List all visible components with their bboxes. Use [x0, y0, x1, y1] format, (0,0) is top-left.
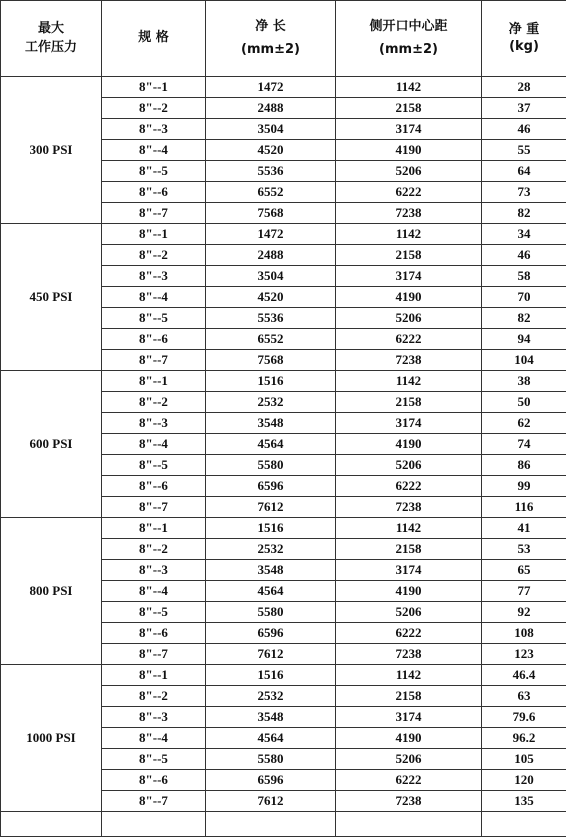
center-distance-cell: 5206 [336, 161, 482, 182]
header-center-line1: 侧开口中心距 [336, 20, 481, 34]
length-cell: 2488 [206, 245, 336, 266]
spec-cell: 8"--2 [102, 98, 206, 119]
table-row [1, 665, 566, 686]
header-pressure-line1: 最大 [1, 22, 101, 36]
spec-cell: 8"--4 [102, 434, 206, 455]
weight-cell: 77 [482, 581, 566, 602]
spec-cell: 8"--1 [102, 224, 206, 245]
header-weight-line1: 净 重 [482, 23, 566, 37]
length-cell: 7612 [206, 791, 336, 812]
spec-cell: 8"--2 [102, 539, 206, 560]
length-cell: 3548 [206, 413, 336, 434]
length-cell: 6596 [206, 476, 336, 497]
length-cell: 6552 [206, 329, 336, 350]
center-distance-cell: 2158 [336, 98, 482, 119]
center-distance-cell: 4190 [336, 728, 482, 749]
weight-cell: 38 [482, 371, 566, 392]
weight-cell: 94 [482, 329, 566, 350]
header-weight-unit: (kg) [482, 40, 566, 54]
spec-cell: 8"--6 [102, 476, 206, 497]
center-distance-cell: 5206 [336, 749, 482, 770]
center-distance-cell: 3174 [336, 413, 482, 434]
weight-cell: 50 [482, 392, 566, 413]
length-cell: 1472 [206, 77, 336, 98]
weight-cell: 46 [482, 119, 566, 140]
center-distance-cell: 4190 [336, 434, 482, 455]
length-cell: 7612 [206, 644, 336, 665]
weight-cell: 62 [482, 413, 566, 434]
center-distance-cell: 2158 [336, 245, 482, 266]
length-cell: 1472 [206, 224, 336, 245]
spec-cell: 8"--3 [102, 413, 206, 434]
length-cell: 2488 [206, 98, 336, 119]
spec-cell: 8"--7 [102, 497, 206, 518]
spec-cell: 8"--7 [102, 791, 206, 812]
weight-cell: 34 [482, 224, 566, 245]
spec-cell: 8"--5 [102, 602, 206, 623]
center-distance-cell: 5206 [336, 602, 482, 623]
spec-cell: 8"--1 [102, 518, 206, 539]
weight-cell: 108 [482, 623, 566, 644]
center-distance-cell: 4190 [336, 140, 482, 161]
center-distance-cell: 5206 [336, 308, 482, 329]
spec-cell: 8"--4 [102, 140, 206, 161]
length-cell: 3548 [206, 560, 336, 581]
weight-cell: 58 [482, 266, 566, 287]
spec-cell: 8"--6 [102, 623, 206, 644]
spec-cell: 8"--3 [102, 560, 206, 581]
weight-cell: 105 [482, 749, 566, 770]
weight-cell: 82 [482, 308, 566, 329]
center-distance-cell: 7238 [336, 644, 482, 665]
weight-cell: 86 [482, 455, 566, 476]
length-cell: 1516 [206, 371, 336, 392]
header-center-distance [336, 1, 482, 77]
weight-cell: 96.2 [482, 728, 566, 749]
weight-cell: 65 [482, 560, 566, 581]
header-length [206, 1, 336, 77]
spec-cell: 8"--1 [102, 77, 206, 98]
weight-cell: 46 [482, 245, 566, 266]
spec-cell: 8"--3 [102, 266, 206, 287]
center-distance-cell: 7238 [336, 203, 482, 224]
spec-cell: 8"--7 [102, 644, 206, 665]
length-cell: 7568 [206, 203, 336, 224]
length-cell: 2532 [206, 539, 336, 560]
spec-cell: 8"--5 [102, 308, 206, 329]
center-distance-cell: 4190 [336, 287, 482, 308]
length-cell: 4564 [206, 434, 336, 455]
spec-cell: 8"--1 [102, 371, 206, 392]
weight-cell: 28 [482, 77, 566, 98]
weight-cell: 46.4 [482, 665, 566, 686]
center-distance-cell: 6222 [336, 623, 482, 644]
center-distance-cell: 5206 [336, 455, 482, 476]
center-distance-cell: 7238 [336, 350, 482, 371]
center-distance-cell: 1142 [336, 371, 482, 392]
table-row [1, 77, 566, 98]
table-row [1, 371, 566, 392]
spec-cell: 8"--6 [102, 770, 206, 791]
pressure-cell: 450 PSI [1, 224, 102, 371]
center-distance-cell: 2158 [336, 392, 482, 413]
spec-cell: 8"--3 [102, 119, 206, 140]
spec-cell: 8"--2 [102, 392, 206, 413]
center-distance-cell: 2158 [336, 539, 482, 560]
length-cell: 2532 [206, 686, 336, 707]
spec-cell: 8"--6 [102, 182, 206, 203]
spec-cell: 8"--2 [102, 686, 206, 707]
weight-cell: 73 [482, 182, 566, 203]
length-cell: 7612 [206, 497, 336, 518]
spec-cell: 8"--4 [102, 581, 206, 602]
length-cell: 6552 [206, 182, 336, 203]
weight-cell: 64 [482, 161, 566, 182]
header-pressure [1, 1, 102, 77]
center-distance-cell: 7238 [336, 791, 482, 812]
center-distance-cell: 1142 [336, 77, 482, 98]
center-distance-cell: 1142 [336, 224, 482, 245]
length-cell: 5536 [206, 308, 336, 329]
center-distance-cell: 3174 [336, 266, 482, 287]
length-cell: 3504 [206, 266, 336, 287]
spec-cell: 8"--5 [102, 455, 206, 476]
header-center-unit: (mm±2) [336, 43, 481, 57]
weight-cell: 74 [482, 434, 566, 455]
header-row [1, 1, 566, 77]
spec-cell: 8"--5 [102, 161, 206, 182]
center-distance-cell: 6222 [336, 476, 482, 497]
weight-cell: 37 [482, 98, 566, 119]
length-cell: 4564 [206, 581, 336, 602]
header-pressure-line2: 工作压力 [1, 41, 101, 55]
weight-cell: 135 [482, 791, 566, 812]
weight-cell: 92 [482, 602, 566, 623]
length-cell: 2532 [206, 392, 336, 413]
spec-cell: 8"--3 [102, 707, 206, 728]
center-distance-cell: 2158 [336, 686, 482, 707]
spec-cell: 8"--1 [102, 665, 206, 686]
table-header [1, 1, 566, 77]
length-cell: 5580 [206, 749, 336, 770]
spec-cell: 8"--6 [102, 329, 206, 350]
length-cell: 1516 [206, 518, 336, 539]
length-cell: 6596 [206, 623, 336, 644]
table-row [1, 224, 566, 245]
weight-cell: 79.6 [482, 707, 566, 728]
spec-cell: 8"--5 [102, 749, 206, 770]
length-cell: 3548 [206, 707, 336, 728]
header-spec: 规 格 [102, 1, 206, 77]
header-length-line1: 净 长 [206, 20, 335, 34]
spec-cell: 8"--2 [102, 245, 206, 266]
table-row [1, 518, 566, 539]
center-distance-cell: 1142 [336, 518, 482, 539]
weight-cell: 82 [482, 203, 566, 224]
header-length-unit: (mm±2) [206, 43, 335, 57]
length-cell: 5536 [206, 161, 336, 182]
length-cell: 5580 [206, 602, 336, 623]
center-distance-cell: 3174 [336, 707, 482, 728]
center-distance-cell: 7238 [336, 497, 482, 518]
center-distance-cell: 3174 [336, 560, 482, 581]
spec-cell: 8"--7 [102, 350, 206, 371]
center-distance-cell: 6222 [336, 182, 482, 203]
length-cell: 1516 [206, 665, 336, 686]
weight-cell: 41 [482, 518, 566, 539]
length-cell: 4520 [206, 287, 336, 308]
weight-cell: 53 [482, 539, 566, 560]
spec-cell: 8"--4 [102, 287, 206, 308]
center-distance-cell: 4190 [336, 581, 482, 602]
center-distance-cell: 1142 [336, 665, 482, 686]
header-weight [482, 1, 566, 77]
length-cell: 5580 [206, 455, 336, 476]
pressure-cell: 600 PSI [1, 371, 102, 518]
length-cell: 7568 [206, 350, 336, 371]
weight-cell: 104 [482, 350, 566, 371]
length-cell: 4564 [206, 728, 336, 749]
center-distance-cell: 3174 [336, 119, 482, 140]
spec-cell: 8"--7 [102, 203, 206, 224]
weight-cell: 120 [482, 770, 566, 791]
pressure-cell: 1000 PSI [1, 665, 102, 812]
center-distance-cell: 6222 [336, 329, 482, 350]
pressure-cell: 300 PSI [1, 77, 102, 224]
length-cell: 3504 [206, 119, 336, 140]
length-cell: 4520 [206, 140, 336, 161]
length-cell: 6596 [206, 770, 336, 791]
weight-cell: 70 [482, 287, 566, 308]
spec-cell: 8"--4 [102, 728, 206, 749]
weight-cell: 116 [482, 497, 566, 518]
weight-cell: 123 [482, 644, 566, 665]
table-body [1, 77, 566, 812]
weight-cell: 63 [482, 686, 566, 707]
weight-cell: 99 [482, 476, 566, 497]
pressure-cell: 800 PSI [1, 518, 102, 665]
center-distance-cell: 6222 [336, 770, 482, 791]
weight-cell: 55 [482, 140, 566, 161]
